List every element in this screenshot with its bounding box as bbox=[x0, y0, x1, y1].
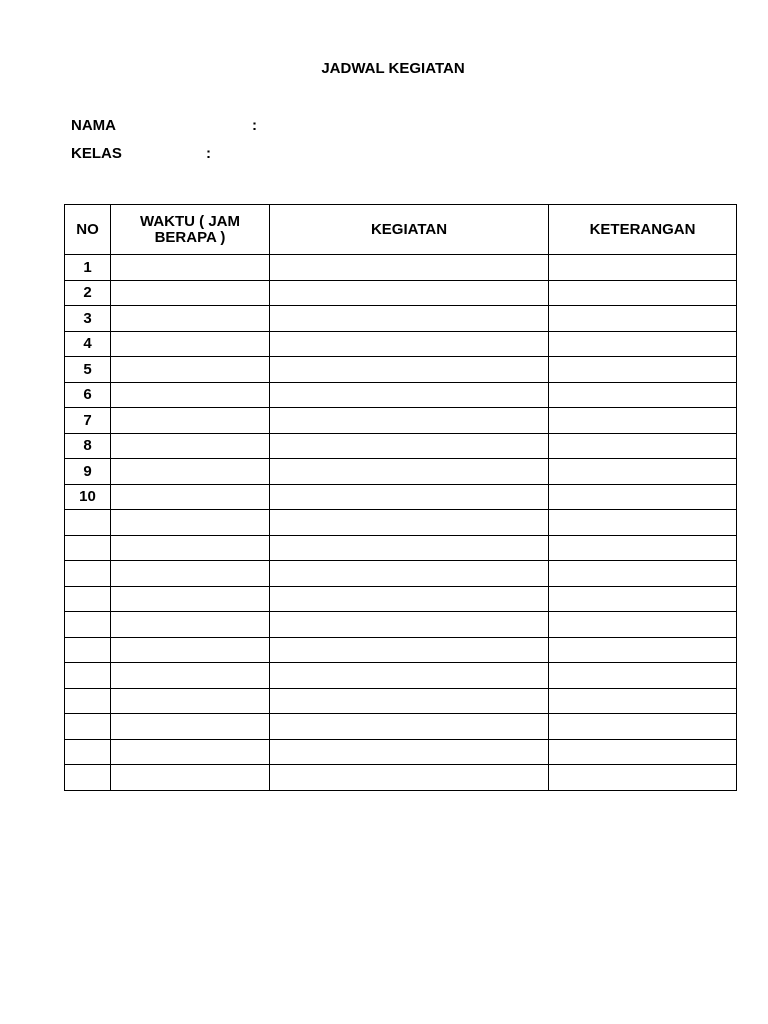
cell-waktu[interactable] bbox=[111, 331, 270, 357]
schedule-table bbox=[64, 204, 737, 791]
cell-waktu[interactable] bbox=[111, 561, 270, 587]
cell-no bbox=[65, 739, 111, 765]
table-row bbox=[65, 280, 737, 306]
table-row bbox=[65, 382, 737, 408]
cell-keterangan[interactable] bbox=[549, 663, 737, 689]
table-row bbox=[65, 408, 737, 434]
cell-no bbox=[65, 561, 111, 587]
cell-kegiatan[interactable] bbox=[270, 255, 549, 281]
cell-no: 1 bbox=[65, 255, 111, 281]
cell-kegiatan[interactable] bbox=[270, 612, 549, 638]
cell-keterangan[interactable] bbox=[549, 739, 737, 765]
table-row bbox=[65, 357, 737, 383]
cell-kegiatan[interactable] bbox=[270, 331, 549, 357]
cell-kegiatan[interactable] bbox=[270, 561, 549, 587]
cell-kegiatan[interactable] bbox=[270, 765, 549, 791]
cell-kegiatan[interactable] bbox=[270, 688, 549, 714]
cell-waktu[interactable] bbox=[111, 382, 270, 408]
cell-kegiatan[interactable] bbox=[270, 280, 549, 306]
table-row bbox=[65, 510, 737, 536]
cell-no bbox=[65, 714, 111, 740]
kelas-label: KELAS bbox=[71, 145, 122, 162]
cell-no bbox=[65, 637, 111, 663]
table-row bbox=[65, 663, 737, 689]
table-row bbox=[65, 331, 737, 357]
cell-waktu[interactable] bbox=[111, 663, 270, 689]
cell-waktu[interactable] bbox=[111, 510, 270, 536]
cell-keterangan[interactable] bbox=[549, 255, 737, 281]
cell-kegiatan[interactable] bbox=[270, 306, 549, 332]
cell-kegiatan[interactable] bbox=[270, 637, 549, 663]
cell-kegiatan[interactable] bbox=[270, 739, 549, 765]
cell-no bbox=[65, 765, 111, 791]
table-row bbox=[65, 688, 737, 714]
cell-waktu[interactable] bbox=[111, 459, 270, 485]
header-waktu: WAKTU ( JAM BERAPA ) bbox=[111, 205, 270, 255]
header-kegiatan: KEGIATAN bbox=[270, 205, 549, 255]
table-header-row bbox=[65, 205, 737, 255]
cell-keterangan[interactable] bbox=[549, 637, 737, 663]
cell-waktu[interactable] bbox=[111, 739, 270, 765]
cell-kegiatan[interactable] bbox=[270, 408, 549, 434]
nama-colon: : bbox=[252, 117, 257, 134]
cell-no: 7 bbox=[65, 408, 111, 434]
cell-waktu[interactable] bbox=[111, 637, 270, 663]
cell-keterangan[interactable] bbox=[549, 688, 737, 714]
cell-keterangan[interactable] bbox=[549, 433, 737, 459]
cell-waktu[interactable] bbox=[111, 306, 270, 332]
cell-kegiatan[interactable] bbox=[270, 433, 549, 459]
table-row bbox=[65, 561, 737, 587]
cell-keterangan[interactable] bbox=[549, 561, 737, 587]
cell-keterangan[interactable] bbox=[549, 382, 737, 408]
nama-label: NAMA bbox=[71, 117, 116, 134]
cell-keterangan[interactable] bbox=[549, 331, 737, 357]
table-row bbox=[65, 255, 737, 281]
cell-waktu[interactable] bbox=[111, 357, 270, 383]
table-row bbox=[65, 433, 737, 459]
cell-no: 8 bbox=[65, 433, 111, 459]
cell-keterangan[interactable] bbox=[549, 459, 737, 485]
cell-kegiatan[interactable] bbox=[270, 663, 549, 689]
cell-waktu[interactable] bbox=[111, 714, 270, 740]
cell-waktu[interactable] bbox=[111, 535, 270, 561]
table-row bbox=[65, 714, 737, 740]
cell-keterangan[interactable] bbox=[549, 408, 737, 434]
table-body bbox=[65, 255, 737, 791]
cell-keterangan[interactable] bbox=[549, 714, 737, 740]
cell-keterangan[interactable] bbox=[549, 357, 737, 383]
cell-kegiatan[interactable] bbox=[270, 535, 549, 561]
table-row bbox=[65, 637, 737, 663]
cell-no: 5 bbox=[65, 357, 111, 383]
table-row bbox=[65, 306, 737, 332]
cell-no bbox=[65, 688, 111, 714]
table-row bbox=[65, 612, 737, 638]
table-row bbox=[65, 459, 737, 485]
cell-keterangan[interactable] bbox=[549, 765, 737, 791]
cell-no bbox=[65, 663, 111, 689]
cell-keterangan[interactable] bbox=[549, 535, 737, 561]
cell-no: 4 bbox=[65, 331, 111, 357]
table-row bbox=[65, 739, 737, 765]
cell-keterangan[interactable] bbox=[549, 510, 737, 536]
cell-waktu[interactable] bbox=[111, 255, 270, 281]
cell-no bbox=[65, 586, 111, 612]
cell-kegiatan[interactable] bbox=[270, 357, 549, 383]
cell-waktu[interactable] bbox=[111, 612, 270, 638]
kelas-colon: : bbox=[206, 145, 211, 162]
cell-waktu[interactable] bbox=[111, 586, 270, 612]
cell-kegiatan[interactable] bbox=[270, 382, 549, 408]
cell-no: 10 bbox=[65, 484, 111, 510]
cell-waktu[interactable] bbox=[111, 484, 270, 510]
cell-waktu[interactable] bbox=[111, 688, 270, 714]
page-title: JADWAL KEGIATAN bbox=[321, 60, 465, 77]
cell-waktu[interactable] bbox=[111, 765, 270, 791]
cell-kegiatan[interactable] bbox=[270, 714, 549, 740]
table-row bbox=[65, 765, 737, 791]
cell-keterangan[interactable] bbox=[549, 280, 737, 306]
cell-keterangan[interactable] bbox=[549, 484, 737, 510]
header-keterangan: KETERANGAN bbox=[549, 205, 737, 255]
cell-keterangan[interactable] bbox=[549, 306, 737, 332]
cell-kegiatan[interactable] bbox=[270, 459, 549, 485]
table-row bbox=[65, 484, 737, 510]
table-row bbox=[65, 586, 737, 612]
cell-no: 6 bbox=[65, 382, 111, 408]
cell-waktu[interactable] bbox=[111, 408, 270, 434]
cell-no: 9 bbox=[65, 459, 111, 485]
cell-no bbox=[65, 612, 111, 638]
cell-no bbox=[65, 535, 111, 561]
cell-keterangan[interactable] bbox=[549, 586, 737, 612]
header-no: NO bbox=[65, 205, 111, 255]
cell-no: 3 bbox=[65, 306, 111, 332]
cell-waktu[interactable] bbox=[111, 280, 270, 306]
cell-keterangan[interactable] bbox=[549, 612, 737, 638]
cell-kegiatan[interactable] bbox=[270, 510, 549, 536]
table-row bbox=[65, 535, 737, 561]
cell-waktu[interactable] bbox=[111, 433, 270, 459]
cell-kegiatan[interactable] bbox=[270, 484, 549, 510]
cell-kegiatan[interactable] bbox=[270, 586, 549, 612]
cell-no bbox=[65, 510, 111, 536]
cell-no: 2 bbox=[65, 280, 111, 306]
